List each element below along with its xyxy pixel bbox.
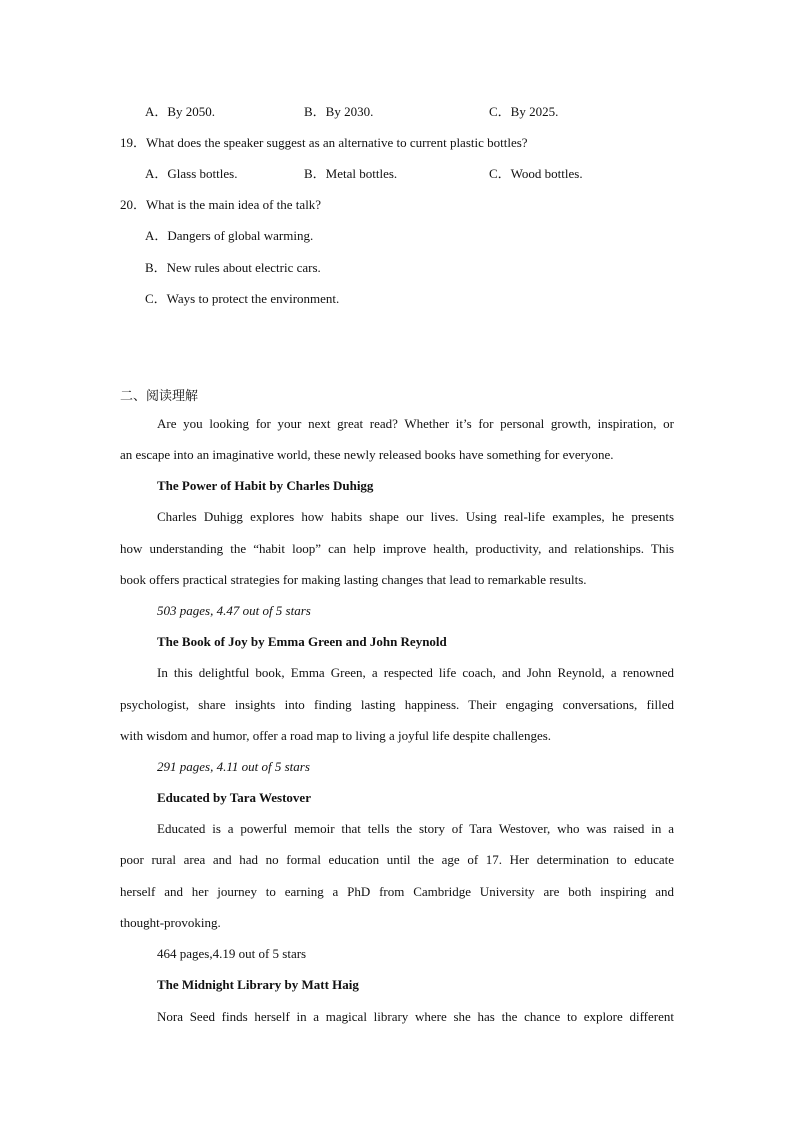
book-title: The Midnight Library by Matt Haig bbox=[157, 977, 359, 992]
book-meta: 503 pages, 4.47 out of 5 stars bbox=[157, 603, 311, 618]
book-desc-line: Charles Duhigg explores how habits shape our lives. Using real-life examples, he presents bbox=[157, 509, 674, 524]
q19-option-b: B．Metal bottles. bbox=[304, 166, 398, 181]
book-meta: 464 pages,4.19 out of 5 stars bbox=[157, 946, 307, 961]
intro-line-2: an escape into an imaginative world, these newly released books have something for everyone. bbox=[120, 447, 614, 462]
q20-option-c: C．Ways to protect the environment. bbox=[145, 291, 340, 306]
book-desc-line: poor rural area and had no formal education until the age of 17. Her determination to educate bbox=[120, 852, 674, 867]
q18-option-a: A．By 2050. bbox=[145, 104, 216, 119]
book-title: The Power of Habit by Charles Duhigg bbox=[157, 478, 374, 493]
book-desc-line: book offers practical strategies for making lasting changes that lead to remarkable results. bbox=[120, 572, 587, 587]
book-desc-line: In this delightful book, Emma Green, a respected life coach, and John Reynold, a renowned bbox=[157, 665, 674, 680]
book-desc-line: thought-provoking. bbox=[120, 915, 221, 930]
q20-option-a: A．Dangers of global warming. bbox=[145, 228, 314, 243]
book-desc-line: psychologist, share insights into finding lasting happiness. Their engaging conversations, filled bbox=[120, 697, 674, 712]
book-desc-line: with wisdom and humor, offer a road map to living a joyful life despite challenges. bbox=[120, 728, 552, 743]
section-heading: 二、阅读理解 bbox=[120, 389, 199, 404]
q20-option-b: B．New rules about electric cars. bbox=[145, 260, 321, 275]
q19-option-c: C．Wood bottles. bbox=[489, 166, 583, 181]
book-desc-line: Nora Seed finds herself in a magical library where she has the chance to explore different bbox=[157, 1009, 674, 1024]
q18-option-b: B．By 2030. bbox=[304, 104, 374, 119]
book-desc-line: how understanding the “habit loop” can help improve health, productivity, and relationships. This bbox=[120, 541, 674, 556]
q19-option-a: A．Glass bottles. bbox=[145, 166, 238, 181]
book-desc-line: Educated is a powerful memoir that tells the story of Tara Westover, who was raised in a bbox=[157, 821, 674, 836]
q19-stem: 19．What does the speaker suggest as an alternative to current plastic bottles? bbox=[120, 135, 528, 150]
book-meta: 291 pages, 4.11 out of 5 stars bbox=[157, 759, 310, 774]
book-title: Educated by Tara Westover bbox=[157, 790, 311, 805]
book-title: The Book of Joy by Emma Green and John Reynold bbox=[157, 634, 447, 649]
q18-option-c: C．By 2025. bbox=[489, 104, 559, 119]
intro-line-1: Are you looking for your next great read? Whether it’s for personal growth, inspiration, or bbox=[157, 416, 674, 431]
book-desc-line: herself and her journey to earning a PhD from Cambridge University are both inspiring and bbox=[120, 884, 674, 899]
q20-stem: 20．What is the main idea of the talk? bbox=[120, 197, 322, 212]
